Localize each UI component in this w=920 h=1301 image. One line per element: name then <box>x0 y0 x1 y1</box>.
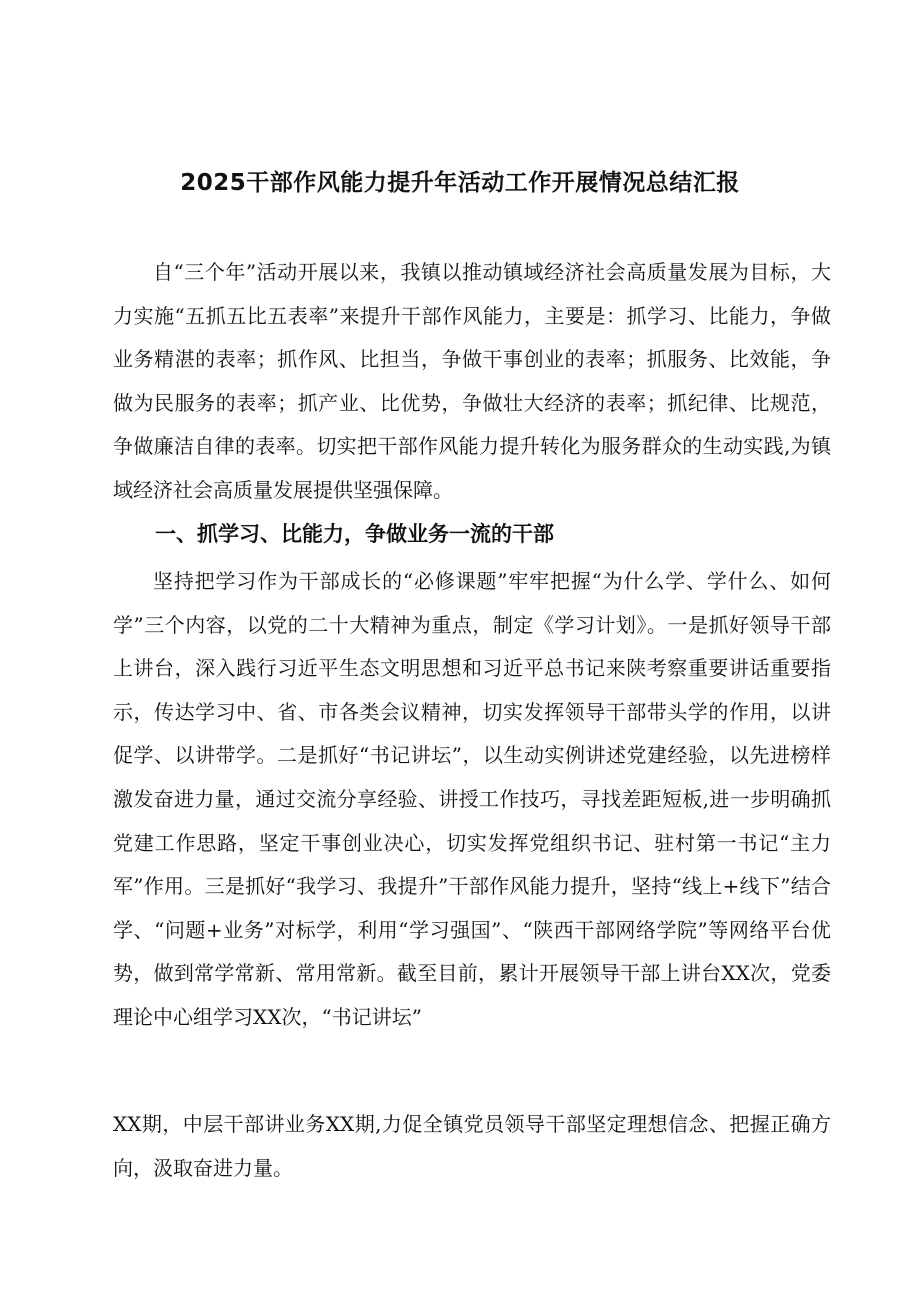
section-1-continued-paragraph: XX期，中层干部讲业务XX期,力促全镇党员领导干部坚定理想信念、把握正确方向，汲取奋进力量。 <box>113 1112 831 1180</box>
intro-paragraph: 自“三个年”活动开展以来，我镇以推动镇域经济社会高质量发展为目标，大力实施“五抓五比五表率”来提升干部作风能力，主要是：抓学习、比能力，争做业务精湛的表率；抓作风、比担当，争做干事创业的表率；抓服务、比效能，争做为民服务的表率；抓产业、比优势，争做壮大经济的表率；抓纪律、比规范，争做廉洁自律的表率。切实把干部作风能力提升转化为服务群众的生动实践,为镇域经济社会高质量发展提供坚强保障。 <box>113 260 831 502</box>
document-title: 2025干部作风能力提升年活动工作开展情况总结汇报 <box>180 170 740 196</box>
section-1-paragraph: 坚持把学习作为干部成长的“必修课题”牢牢把握“为什么学、学什么、如何学”三个内容，以党的二十大精神为重点，制定《学习计划》。一是抓好领导干部上讲台，深入践行习近平生态文明思想和习近平总书记来陕考察重要讲话重要指示，传达学习中、省、市各类会议精神，切实发挥领导干部带头学的作用，以讲促学、以讲带学。二是抓好“书记讲坛”，以生动实例讲述党建经验，以先进榜样激发奋进力量，通过交流分享经验、讲授工作技巧，寻找差距短板,进一步明确抓党建工作思路，坚定干事创业决心，切实发挥党组织书记、驻村第一书记“主力军”作用。三是抓好“我学习、我提升”干部作风能力提升，坚持“线上+线下”结合学、“问题+业务”对标学，利用“学习强国”、“陕西干部网络学院”等网络平台优势，做到常学常新、常用常新。截至目前，累计开展领导干部上讲台XX次，党委理论中心组学习XX次，“书记讲坛” <box>113 569 831 1029</box>
section-heading-1: 一、抓学习、比能力，争做业务一流的干部 <box>155 522 554 546</box>
